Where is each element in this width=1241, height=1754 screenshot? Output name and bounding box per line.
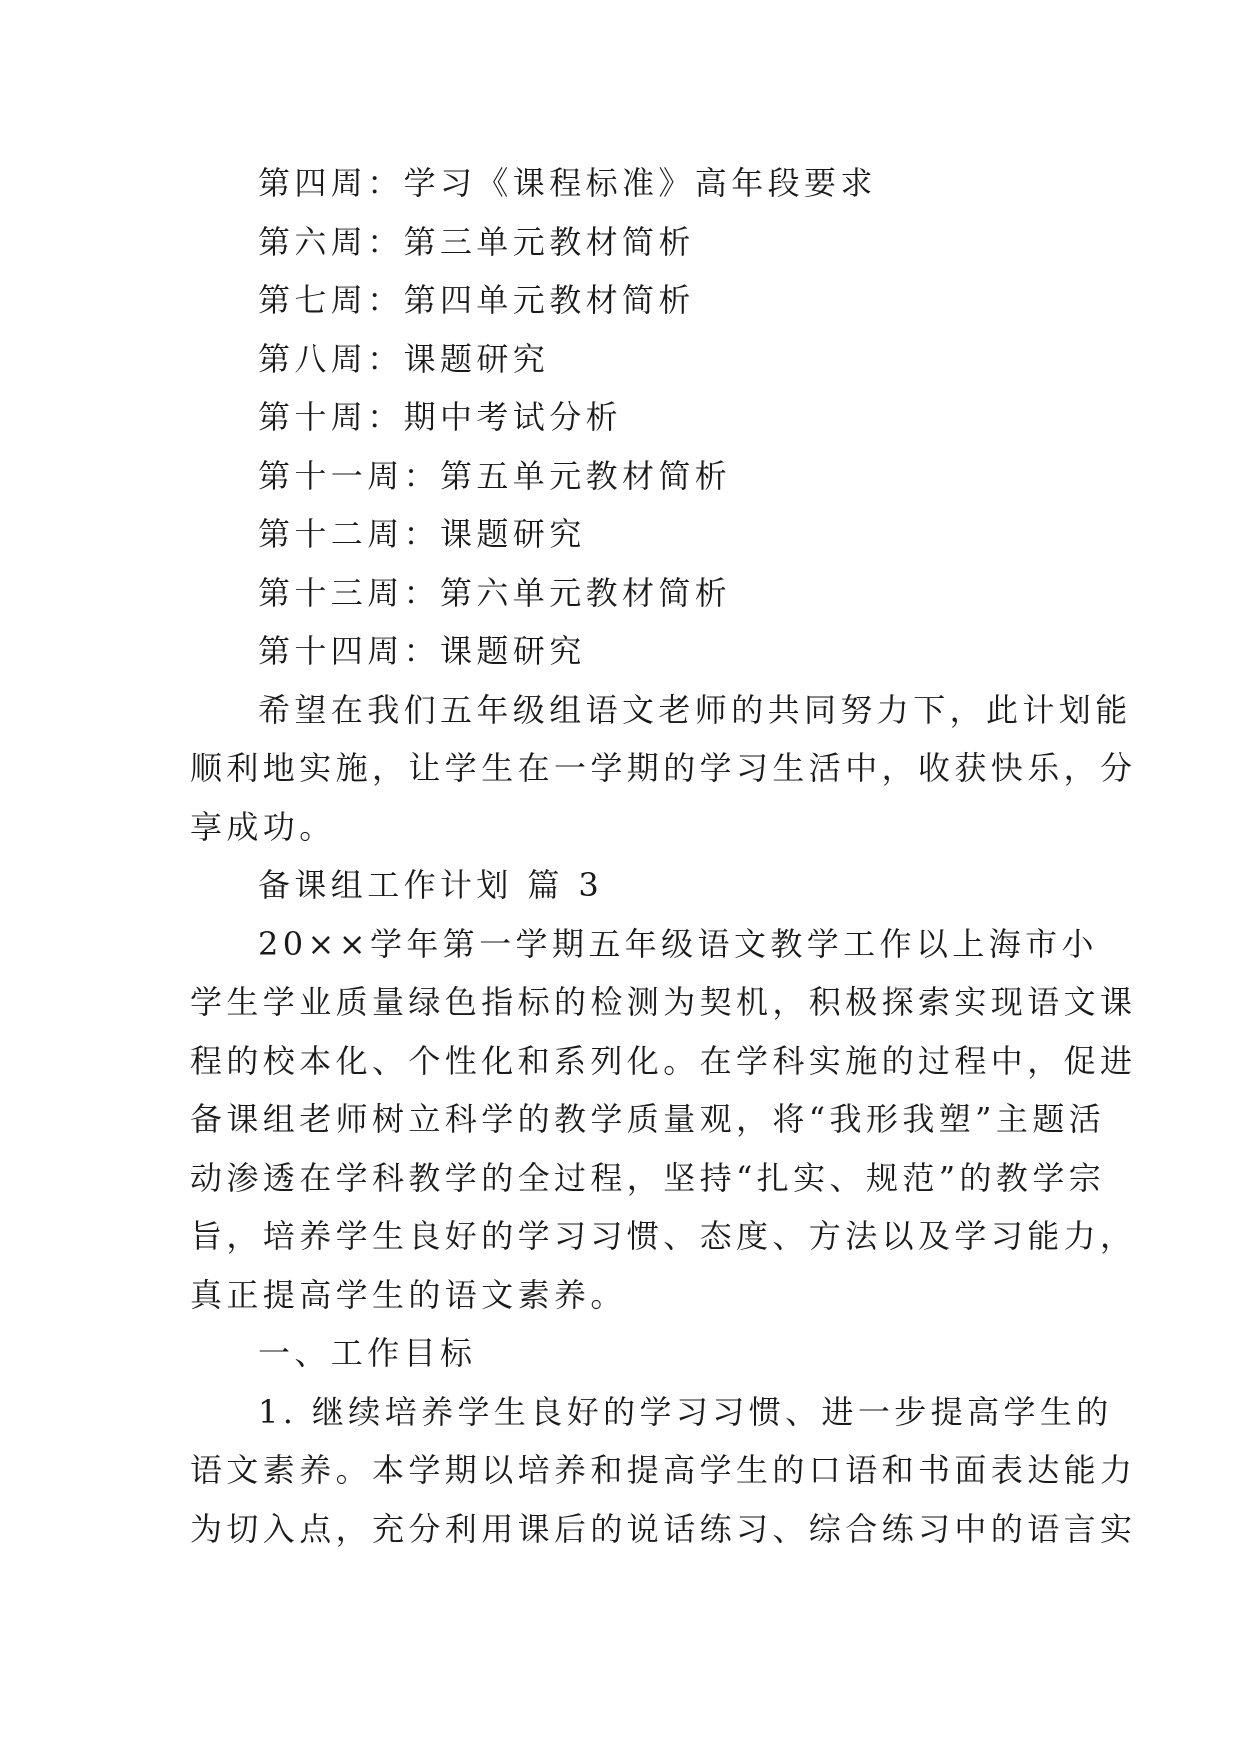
schedule-week-7: 第七周：第四单元教材简析 — [258, 281, 695, 319]
intro-paragraph-line: 动渗透在学科教学的全过程，坚持“扎实、规范”的教学宗 — [190, 1158, 1106, 1197]
goal-paragraph-line: 1. 继续培养学生良好的学习习惯、进一步提高学生的 — [258, 1392, 1113, 1431]
schedule-week-13: 第十三周：第六单元教材简析 — [258, 573, 732, 612]
goal-paragraph-line: 语文素养。本学期以培养和提高学生的口语和书面表达能力 — [190, 1451, 1137, 1489]
intro-paragraph-line: 20××学年第一学期五年级语文教学工作以上海市小 — [258, 924, 1098, 963]
intro-paragraph-line: 学生学业质量绿色指标的检测为契机，积极探索实现语文课 — [190, 983, 1137, 1021]
schedule-week-4: 第四周：学习《课程标准》高年段要求 — [258, 164, 877, 202]
intro-paragraph-line: 真正提高学生的语文素养。 — [190, 1275, 627, 1314]
goal-paragraph-line: 为切入点，充分利用课后的说话练习、综合练习中的语言实 — [190, 1509, 1137, 1548]
section-title: 备课组工作计划 篇 3 — [258, 866, 604, 904]
heading-work-goals: 一、工作目标 — [258, 1334, 477, 1372]
closing-paragraph-line: 顺利地实施，让学生在一学期的学习生活中，收获快乐，分 — [190, 749, 1137, 787]
schedule-week-10: 第十周：期中考试分析 — [258, 398, 623, 436]
schedule-week-12: 第十二周：课题研究 — [258, 515, 586, 553]
intro-paragraph-line: 备课组老师树立科学的教学质量观，将“我形我塑”主题活 — [190, 1100, 1106, 1138]
closing-paragraph-line: 希望在我们五年级组语文老师的共同努力下，此计划能 — [258, 690, 1132, 729]
schedule-week-11: 第十一周：第五单元教材简析 — [258, 456, 732, 495]
closing-paragraph-line: 享成功。 — [190, 807, 336, 846]
intro-paragraph-line: 旨，培养学生良好的学习习惯、态度、方法以及学习能力， — [190, 1217, 1137, 1255]
document-body — [190, 154, 1137, 1558]
schedule-week-8: 第八周：课题研究 — [258, 339, 550, 378]
intro-paragraph-line: 程的校本化、个性化和系列化。在学科实施的过程中，促进 — [190, 1041, 1137, 1080]
schedule-week-14: 第十四周：课题研究 — [258, 632, 586, 670]
schedule-week-6: 第六周：第三单元教材简析 — [258, 222, 695, 261]
